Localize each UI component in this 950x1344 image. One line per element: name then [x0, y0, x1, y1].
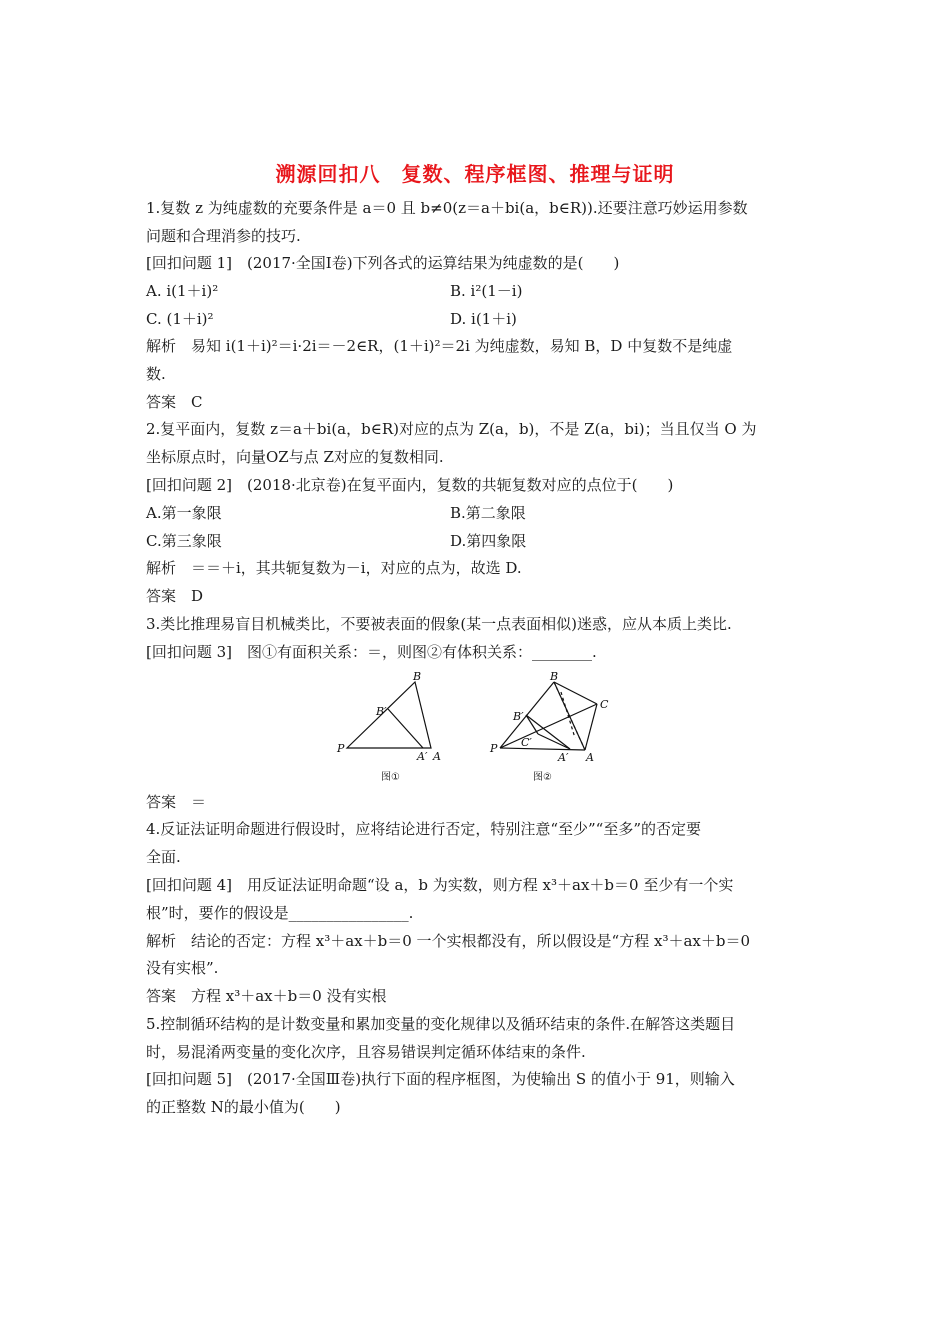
caption-2: 图② — [533, 772, 552, 783]
option-row — [146, 503, 816, 523]
triangle-pab — [347, 682, 431, 748]
label-a1: A′ — [558, 751, 569, 764]
triangle-diagrams — [335, 668, 635, 790]
question-5: [回扣问题 5] (2017·全国Ⅲ卷)执行下面的程序框图，为使输出 S 的值小于 91，则输入 — [146, 1070, 735, 1088]
page-title: 溯源回扣八 复数、程序框图、推理与证明 — [275, 162, 675, 186]
analysis-text: 没有实根”. — [146, 959, 219, 977]
label-a: A — [433, 750, 441, 763]
text-line: 3.类比推理易盲目机械类比，不要被表面的假象(某一点表面相似)迷惑，应从本质上类比. — [146, 615, 732, 633]
option-b: B. i²(1－i) — [450, 282, 523, 300]
label-a: A — [586, 751, 594, 764]
option-a: A. i(1＋i)² — [146, 282, 219, 300]
option-a: A.第一象限 — [146, 504, 222, 522]
text-line: 1.复数 z 为纯虚数的充要条件是 a＝0 且 b≠0(z＝a＋bi(a，b∈R)).还要注意巧妙运用参数 — [146, 199, 748, 217]
text-line: 问题和合理消参的技巧. — [146, 227, 301, 245]
analysis-text: 解析 易知 i(1＋i)²＝i·2i＝－2∈R，(1＋i)²＝2i 为纯虚数，易知 B，D 中复数不是纯虚 — [146, 337, 733, 355]
geometry-figure — [335, 668, 635, 790]
text-line: 根”时，要作的假设是________________. — [146, 904, 414, 922]
option-c: C. (1＋i)² — [146, 310, 214, 328]
label-b1: B′ — [376, 705, 387, 718]
text-line: 5.控制循环结构的是计数变量和累加变量的变化规律以及循环结束的条件.在解答这类题目 — [146, 1015, 736, 1033]
figure-1 — [347, 682, 431, 748]
option-d: D.第四象限 — [450, 532, 527, 550]
text-line: 2.复平面内，复数 z＝a＋bi(a，b∈R)对应的点为 Z(a，b)，不是 Z(a，bi)；当且仅当 O 为 — [146, 420, 757, 438]
option-c: C.第三象限 — [146, 532, 222, 550]
edge-bc — [554, 682, 597, 704]
label-p: P — [337, 742, 345, 755]
text-line: 4.反证法证明命题进行假设时，应将结论进行否定，特别注意“至少”“至多”的否定要 — [146, 820, 701, 838]
label-b: B — [550, 670, 559, 683]
answer-2: 答案 D — [146, 587, 204, 605]
option-row — [146, 281, 816, 301]
edge-b1c1 — [526, 715, 538, 734]
text-line: 全面. — [146, 848, 181, 866]
text-line: 时，易混淆两变量的变化次序，且容易错误判定循环体结束的条件. — [146, 1043, 586, 1061]
question-4: [回扣问题 4] 用反证法证明命题“设 a，b 为实数，则方程 x³＋ax＋b＝0 至少有一个实 — [146, 876, 734, 894]
answer-1: 答案 C — [146, 393, 203, 411]
caption-1: 图① — [381, 772, 400, 783]
edge-pa — [500, 748, 585, 750]
text-line: 的正整数 N的最小值为( ) — [146, 1098, 341, 1116]
label-b1: B′ — [513, 710, 524, 723]
question-1: [回扣问题 1] (2017·全国Ⅰ卷)下列各式的运算结果为纯虚数的是( ) — [146, 254, 620, 272]
edge-b1a1 — [526, 715, 570, 749]
segment-a1b1 — [388, 709, 423, 748]
analysis-text: 解析 ＝＝＋i，其共轭复数为－i，对应的点为，故选 D. — [146, 559, 522, 577]
label-c: C — [600, 698, 609, 711]
label-p: P — [490, 742, 498, 755]
option-row — [146, 531, 816, 551]
question-2: [回扣问题 2] (2018·北京卷)在复平面内，复数的共轭复数对应的点位于( ) — [146, 476, 674, 494]
text-line: 坐标原点时，向量OZ与点 Z对应的复数相同. — [146, 448, 444, 466]
edge-ca — [585, 704, 597, 750]
analysis-text: 数. — [146, 365, 166, 383]
label-a1: A′ — [417, 750, 428, 763]
answer-3: 答案 ＝ — [146, 793, 207, 811]
label-c1: C′ — [521, 736, 532, 749]
analysis-text: 解析 结论的否定：方程 x³＋ax＋b＝0 一个实根都没有，所以假设是“方程 x³＋ax＋b＝0 — [146, 932, 751, 950]
option-row — [146, 309, 816, 329]
option-b: B.第二象限 — [450, 504, 526, 522]
label-b: B — [413, 670, 422, 683]
option-d: D. i(1＋i) — [450, 310, 517, 328]
answer-4: 答案 方程 x³＋ax＋b＝0 没有实根 — [146, 987, 387, 1005]
question-3: [回扣问题 3] 图①有面积关系：＝，则图②有体积关系：________. — [146, 643, 597, 661]
